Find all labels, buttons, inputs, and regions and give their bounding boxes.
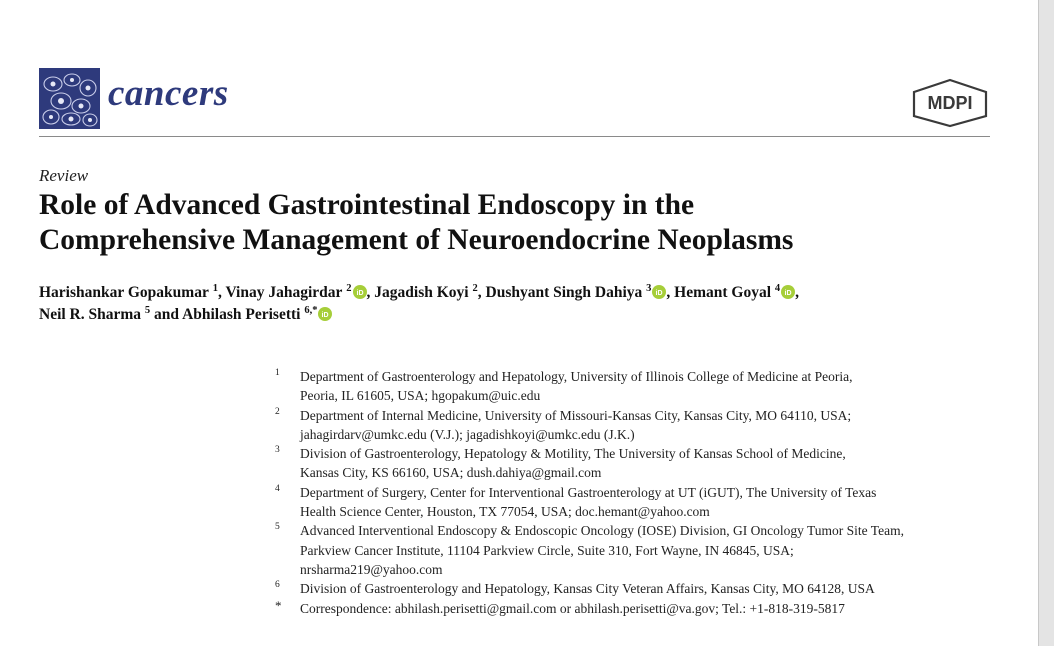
affiliation-text: jahagirdarv@umkc.edu (V.J.); jagadishkoyi@umkc.edu (J.K.) (300, 426, 635, 442)
article-title (39, 188, 793, 258)
page-edge (1038, 0, 1054, 646)
author-name: Vinay Jahagirdar (225, 284, 343, 301)
affiliation-item (275, 444, 1015, 483)
author-name: Dushyant Singh Dahiya (485, 284, 643, 301)
affiliation-text: Kansas City, KS 66160, USA; dush.dahiya@gmail.com (300, 465, 602, 481)
affiliation-number: 6 (275, 580, 280, 591)
author-name: Harishankar Gopakumar (39, 284, 209, 301)
affiliation-text: Health Science Center, Houston, TX 77054, USA; doc.hemant@yahoo.com (300, 504, 710, 520)
author-name: Jagadish Koyi (374, 284, 469, 301)
author-name: Hemant Goyal (674, 284, 772, 301)
article-title-line: Role of Advanced Gastrointestinal Endoscopy in the (39, 189, 695, 221)
affiliation-item (275, 483, 1015, 522)
orcid-icon[interactable] (353, 285, 367, 299)
author-affiliation-mark: 1 (212, 283, 218, 294)
affiliation-item (275, 406, 1015, 445)
publisher-name: MDPI (927, 93, 973, 113)
affiliation-item (275, 521, 1015, 579)
svg-text:iD: iD (321, 312, 329, 319)
article-type: Review (39, 166, 89, 185)
affiliation-text: Peoria, IL 61605, USA; hgopakum@uic.edu (300, 388, 541, 404)
author-list (39, 282, 799, 326)
publisher-logo (910, 78, 990, 128)
orcid-icon[interactable] (318, 307, 332, 321)
svg-text:iD: iD (784, 290, 792, 297)
affiliation-text: Department of Internal Medicine, University of Missouri-Kansas City, Kansas City, MO 64110, USA; (300, 407, 852, 423)
affiliation-item (275, 367, 1015, 406)
svg-text:iD: iD (655, 290, 663, 297)
author-name: Abhilash Perisetti (182, 306, 301, 323)
author-affiliation-mark: 5 (144, 305, 151, 316)
affiliation-text: Department of Surgery, Center for Interventional Gastroenterology at UT (iGUT), The University of Texas (300, 484, 877, 500)
correspondence-text: Correspondence: abhilash.perisetti@gmail.com or abhilash.perisetti@va.gov; Tel.: +1-818-319-5817 (300, 600, 845, 616)
author-affiliation-mark: 6,* (304, 305, 318, 316)
correspondence-asterisk: * (275, 597, 282, 613)
svg-text:iD: iD (356, 290, 364, 297)
affiliation-number: 1 (275, 368, 280, 378)
journal-name: cancers (108, 73, 229, 114)
affiliation-text: Division of Gastroenterology and Hepatology, Kansas City Veteran Affairs, Kansas City, MO 64128, USA (300, 581, 875, 597)
author-name: Neil R. Sharma (39, 306, 142, 323)
journal-logo-icon (39, 68, 100, 129)
author-affiliation-mark: 4 (774, 283, 781, 294)
header-divider (39, 136, 990, 137)
orcid-icon[interactable] (652, 285, 666, 299)
article-title-line: Comprehensive Management of Neuroendocrine Neoplasms (39, 224, 794, 256)
affiliation-number: 3 (275, 445, 280, 456)
affiliation-number: 2 (275, 406, 280, 417)
affiliation-text: Division of Gastroenterology, Hepatology & Motility, The University of Kansas School of Medicine, (300, 446, 846, 462)
author-line: Neil R. Sharma $^5$ and Abhilash Perisetti $^{6,*}$ iD (39, 304, 799, 326)
author-affiliation-mark: 2 (346, 283, 352, 294)
affiliation-text: Parkview Cancer Institute, 11104 Parkview Circle, Suite 310, Fort Wayne, IN 46845, USA; (300, 542, 794, 558)
correspondence-item (275, 599, 1015, 618)
author-affiliation-mark: 2 (472, 283, 478, 294)
orcid-icon[interactable] (781, 285, 795, 299)
affiliations-list (275, 367, 1015, 618)
author-affiliation-mark: 3 (646, 283, 652, 294)
affiliation-text: nrsharma219@yahoo.com (300, 561, 443, 577)
affiliation-item (275, 579, 1015, 598)
affiliation-number: 4 (275, 483, 280, 494)
affiliation-number: 5 (275, 522, 280, 533)
affiliation-text: Advanced Interventional Endoscopy & Endoscopic Oncology (IOSE) Division, GI Oncology Tumor Site Team, (300, 523, 904, 539)
affiliation-text: Department of Gastroenterology and Hepatology, University of Illinois College of Medicine at Peoria, (300, 369, 853, 384)
author-line: Harishankar Gopakumar $^1$, Vinay Jahagirdar $^2$ iD , Jagadish Koyi $^2$, Dushyant Singh Dahiya $^3$ iD , Hemant Goyal $^4$ iD , (39, 283, 800, 301)
